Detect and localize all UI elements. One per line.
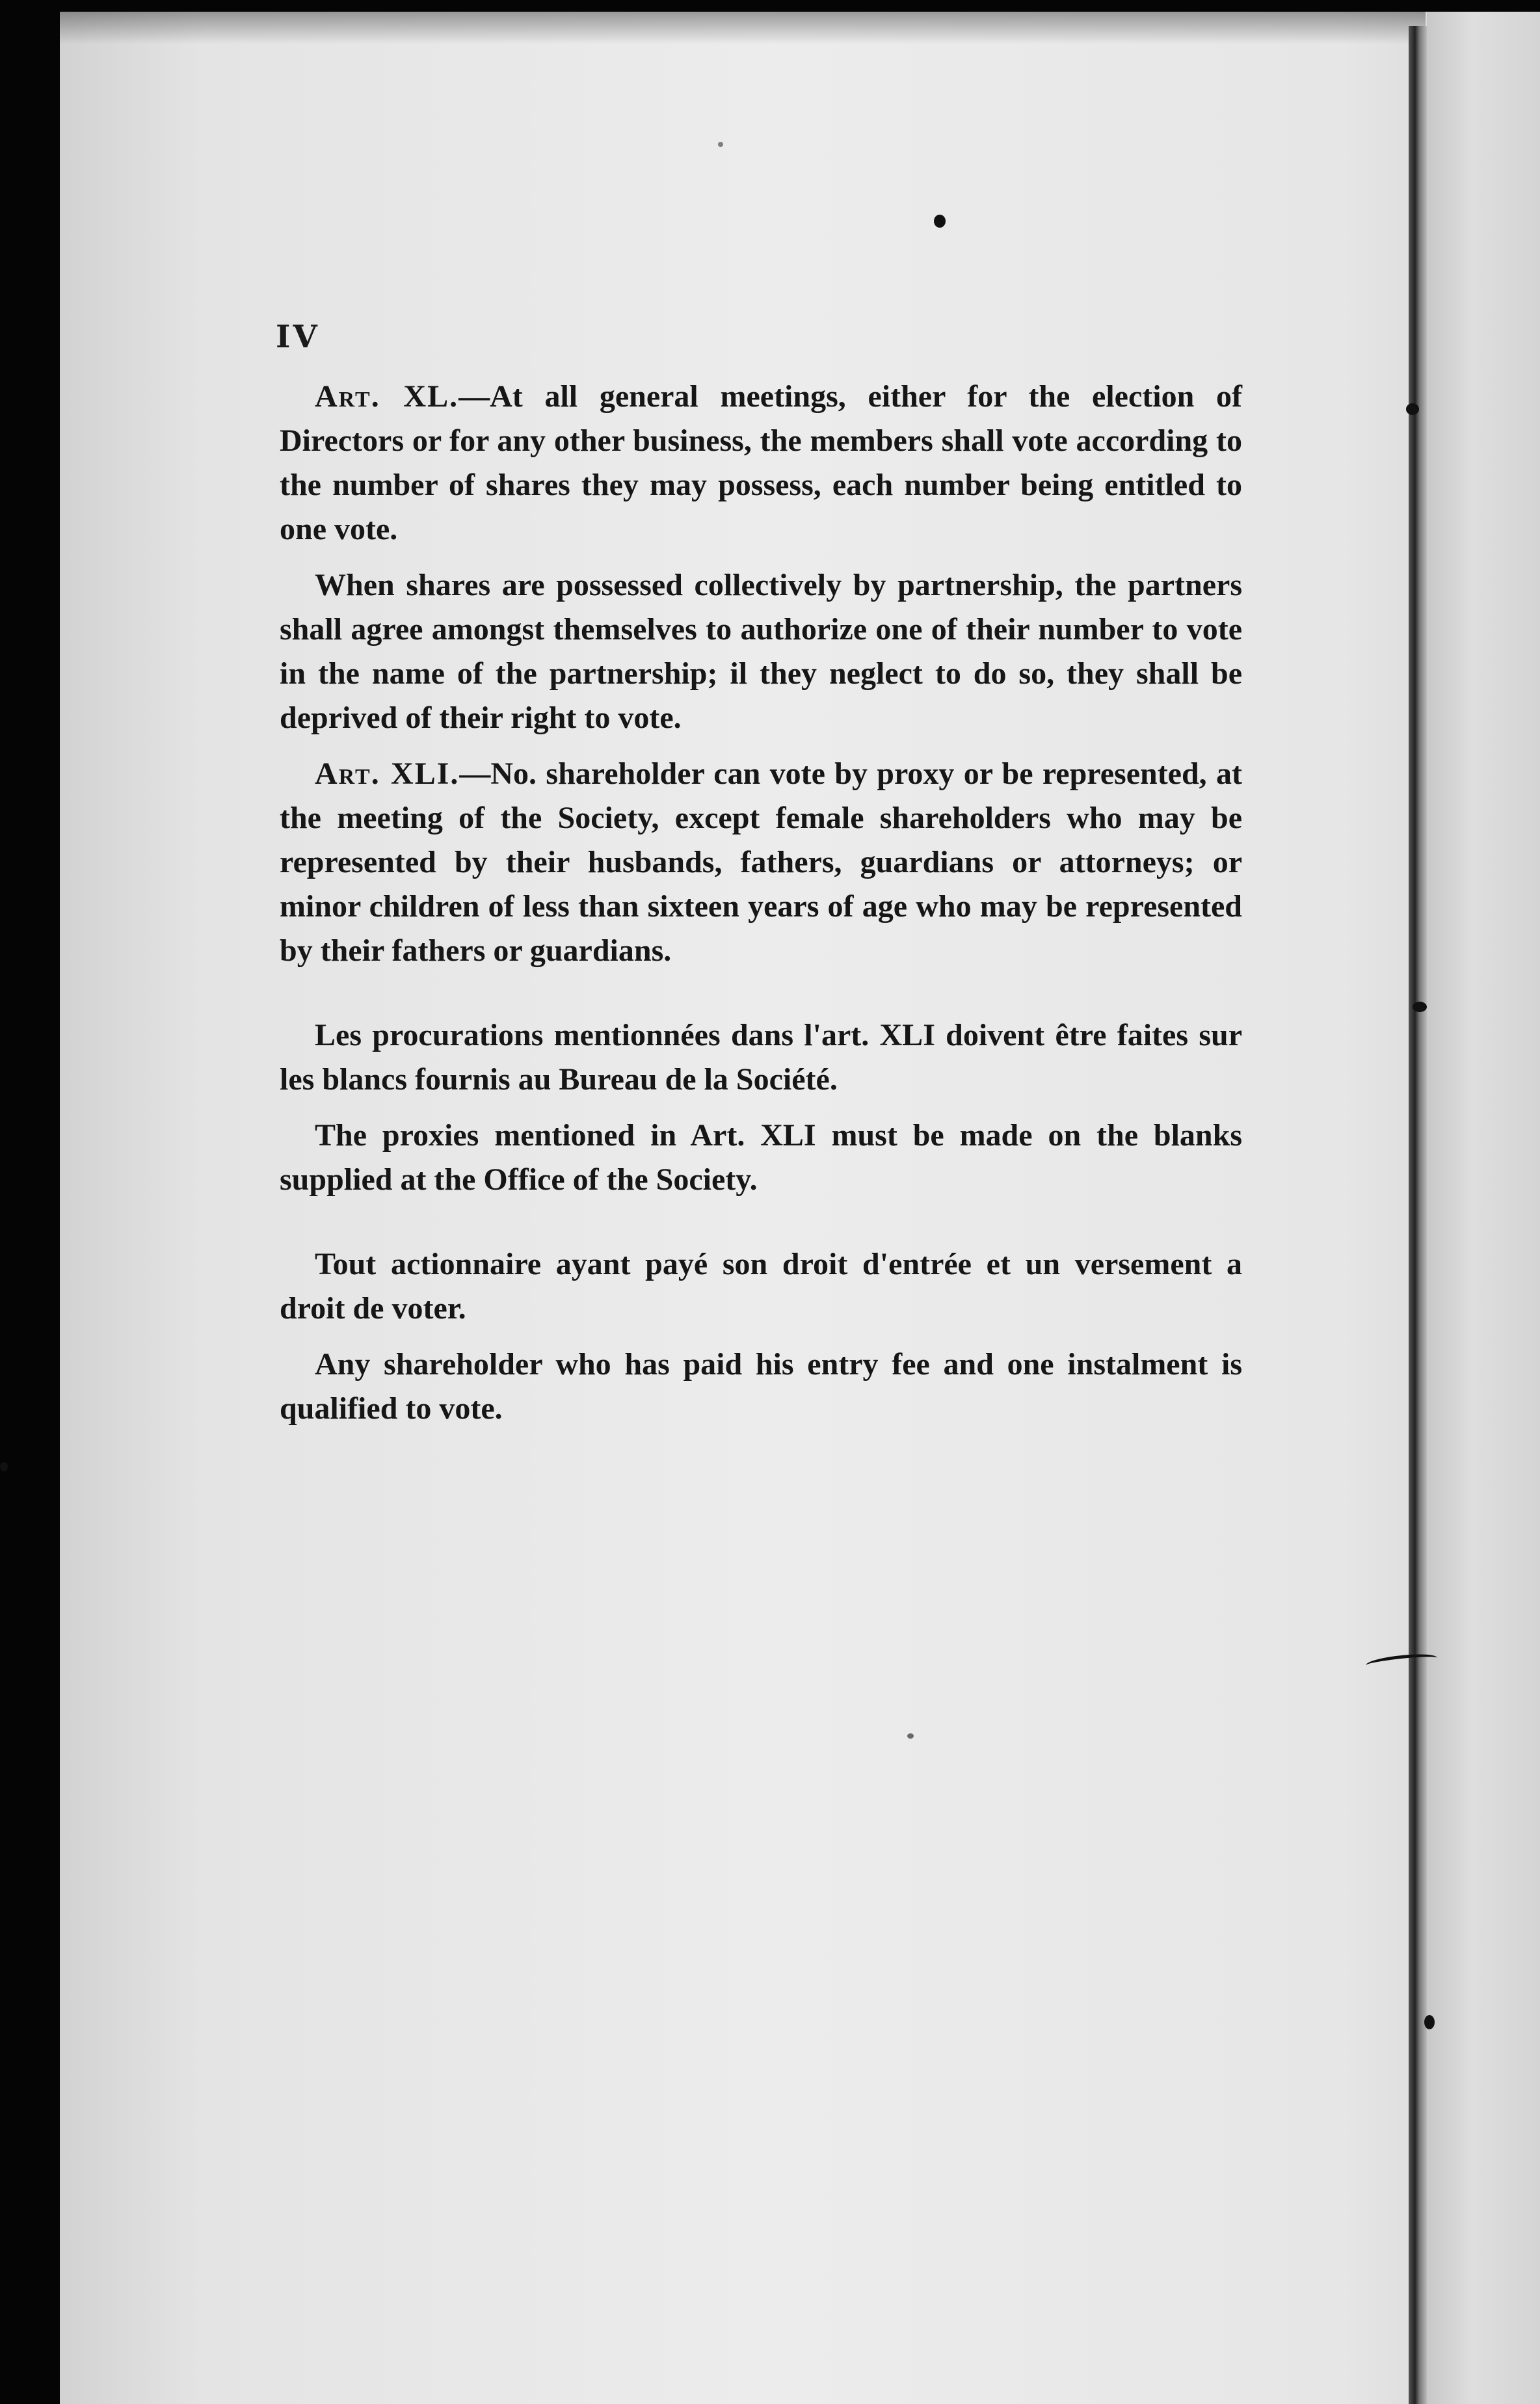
ink-speck: [1413, 1002, 1427, 1012]
facing-page-edge: [1427, 12, 1540, 2404]
paragraph-text: —No. shareholder can vote by proxy or be represented, at the meeting of the Society, except female shareholders who may be represented by their husbands, fathers, guardians or attorneys; or minor children of less than sixteen years of age who may be represented by their fathers or guardians.: [280, 756, 1242, 968]
paragraph-text: Any shareholder who has paid his entry fee and one instalment is qualified to vote.: [280, 1347, 1242, 1426]
section-gap: [280, 985, 1242, 1013]
ink-speck: [1406, 403, 1419, 415]
paragraph-text: Les procurations mentionnées dans l'art. XLI doivent être faites sur les blancs fournis au Bureau de la Société.: [280, 1018, 1242, 1097]
body-text: [280, 375, 1242, 1443]
ink-speck: [934, 215, 946, 228]
page-fold: [1409, 26, 1427, 2404]
paragraph: [280, 1242, 1242, 1331]
ink-speck: [718, 142, 723, 147]
paragraph-text: —At all general meetings, either for the election of Directors or for any other business, the members shall vote according to the number of shares they may possess, each number being entitled to one vote.: [280, 379, 1242, 546]
article-paragraph: [280, 375, 1242, 552]
paragraph: [280, 563, 1242, 740]
paragraph: [280, 1114, 1242, 1202]
ink-speck: [1424, 2015, 1435, 2029]
article-label: Art. XL.: [315, 379, 459, 414]
page-number: IV: [276, 319, 320, 355]
page-top-shadow: [60, 12, 1426, 44]
paragraph-text: Tout actionnaire ayant payé son droit d'entrée et un versement a droit de voter.: [280, 1247, 1242, 1326]
paragraph: [280, 1342, 1242, 1431]
paragraph-text: The proxies mentioned in Art. XLI must be made on the blanks supplied at the Office of the Society.: [280, 1118, 1242, 1197]
ink-speck: [907, 1733, 914, 1739]
article-paragraph: [280, 752, 1242, 973]
article-label: Art. XLI.: [315, 756, 460, 791]
ink-speck: [0, 1462, 8, 1471]
paragraph: [280, 1013, 1242, 1102]
section-gap: [280, 1214, 1242, 1242]
paragraph-text: When shares are possessed collectively by partnership, the partners shall agree amongst themselves to authorize one of their number to vote in the name of the partnership; il they neglect to do so, they shall be deprived of their right to vote.: [280, 568, 1242, 735]
